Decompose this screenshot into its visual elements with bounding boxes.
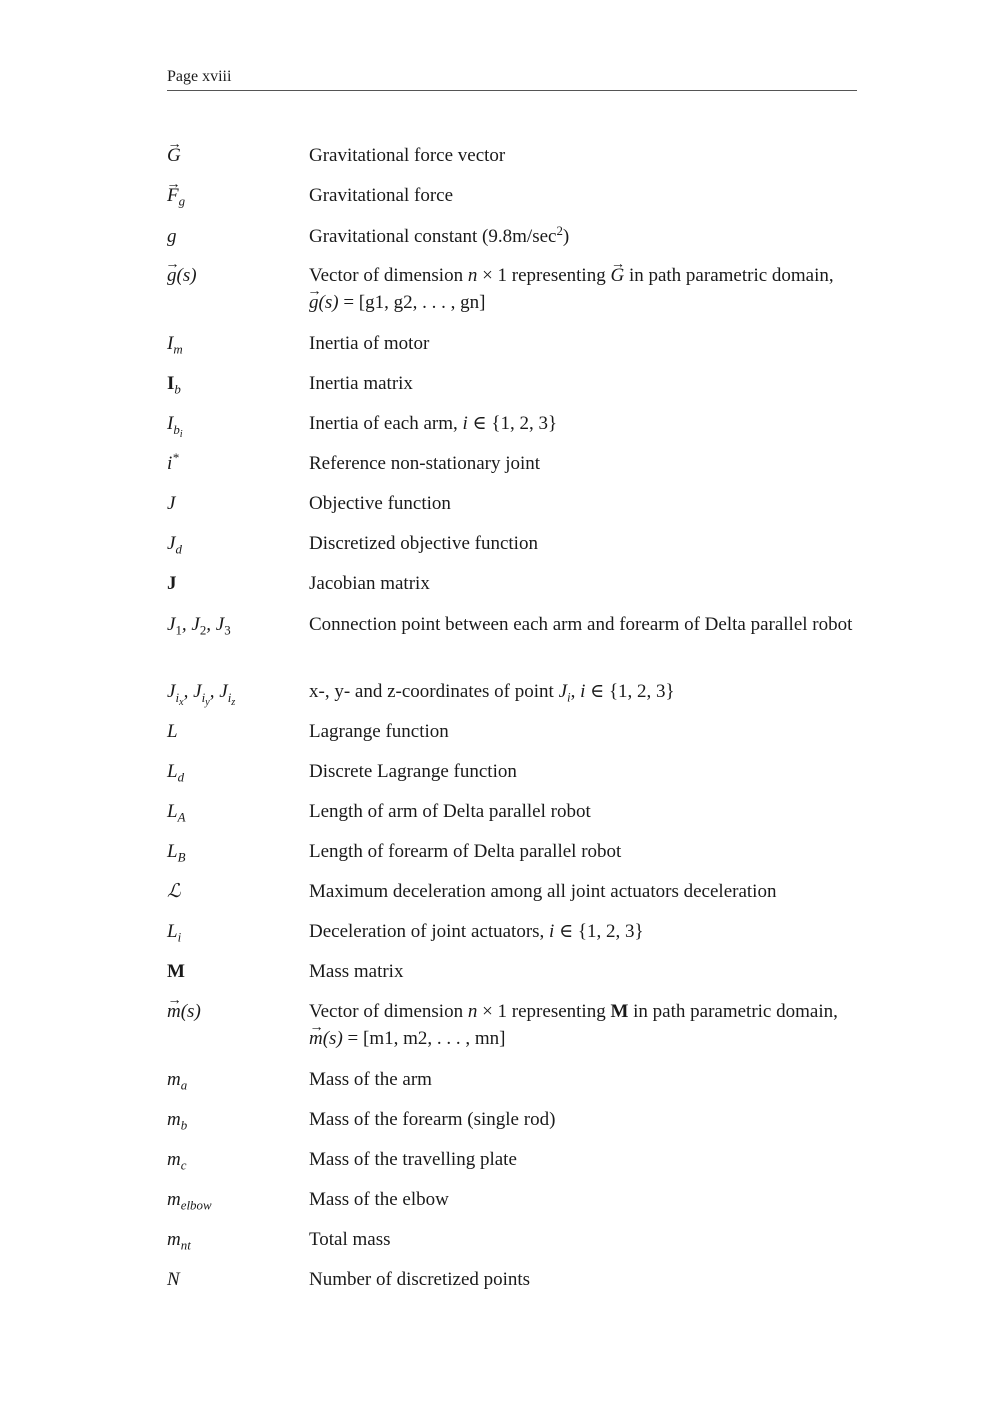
description: Maximum deceleration among all joint actuators deceleration — [309, 881, 777, 902]
description: Connection point between each arm and forearm of Delta parallel robot — [309, 614, 853, 635]
description: Inertia matrix — [309, 373, 413, 394]
symbol: $L_B$ — [167, 841, 186, 865]
symbol: $J_{i_x}$, $J_{i_y}$, $J_{i_z}$ — [167, 681, 236, 708]
description: Mass of the travelling plate — [309, 1149, 517, 1170]
description: Inertia of motor — [309, 333, 430, 354]
description: Discrete Lagrange function — [309, 761, 517, 782]
description: Reference non-stationary joint — [309, 453, 541, 474]
description: x-, y- and z-coordinates of point $J_i$, i ∈ {1, 2, 3} — [309, 681, 675, 705]
symbol: N — [167, 1269, 180, 1290]
symbol: → G — [167, 142, 297, 169]
symbol: $m_c$ — [167, 1149, 187, 1173]
description: Length of forearm of Delta parallel robot — [309, 841, 622, 862]
symbol: J — [167, 493, 176, 514]
symbol: $L_A$ — [167, 801, 186, 825]
description: Length of arm of Delta parallel robot — [309, 801, 591, 822]
description: Inertia of each arm, i ∈ {1, 2, 3} — [309, 413, 558, 434]
symbol: $m_a$ — [167, 1069, 188, 1093]
symbol: $I_m$ — [167, 333, 183, 357]
symbol: $m_{nt}$ — [167, 1229, 191, 1253]
symbol: $L_d$ — [167, 761, 185, 785]
symbol: $I_b$ — [167, 373, 181, 397]
symbol: $J_d$ — [167, 533, 182, 557]
description: Jacobian matrix — [309, 573, 430, 594]
symbol: → m(s) — [167, 998, 297, 1025]
description: Objective function — [309, 493, 451, 514]
symbol: J — [167, 573, 177, 594]
description: Discretized objective function — [309, 533, 538, 554]
symbol: $m_{elbow}$ — [167, 1189, 212, 1213]
description: Mass of the elbow — [309, 1189, 449, 1210]
description: Gravitational constant $(9.8m/\sec^2)$ — [309, 222, 570, 247]
symbol: → g(s) — [167, 262, 297, 289]
symbol: $J_1$, $J_2$, $J_3$ — [167, 614, 231, 638]
symbol: L — [167, 721, 178, 742]
description: Mass of the forearm (single rod) — [309, 1109, 556, 1130]
page-number: Page xviii — [167, 68, 232, 85]
description: Lagrange function — [309, 721, 449, 742]
description: Gravitational force — [309, 185, 454, 206]
symbol: g — [167, 226, 177, 247]
symbol: i* — [167, 449, 179, 474]
description: Mass of the arm — [309, 1069, 432, 1090]
description: Vector of dimension n × 1 representing M in path parametric domain, → m(s) = [m1, m2, . . . , mn] — [309, 998, 857, 1052]
page-header — [167, 66, 857, 91]
symbol: ℒ — [167, 880, 181, 902]
symbol: $L_i$ — [167, 921, 182, 945]
symbol: → $F_g$ — [167, 182, 297, 209]
description: Deceleration of joint actuators, i ∈ {1, 2, 3} — [309, 921, 644, 942]
description: Mass matrix — [309, 961, 404, 982]
description: Number of discretized points — [309, 1269, 531, 1290]
description: Gravitational force vector — [309, 145, 506, 166]
description: Vector of dimension n × 1 representing → G in path parametric domain, → g(s) = [g1, g2, . . . , gn] — [309, 262, 857, 316]
description: Total mass — [309, 1229, 391, 1250]
symbol: $m_b$ — [167, 1109, 188, 1133]
symbol: M — [167, 961, 185, 982]
symbol: $I_{b_i}$ — [167, 413, 183, 440]
